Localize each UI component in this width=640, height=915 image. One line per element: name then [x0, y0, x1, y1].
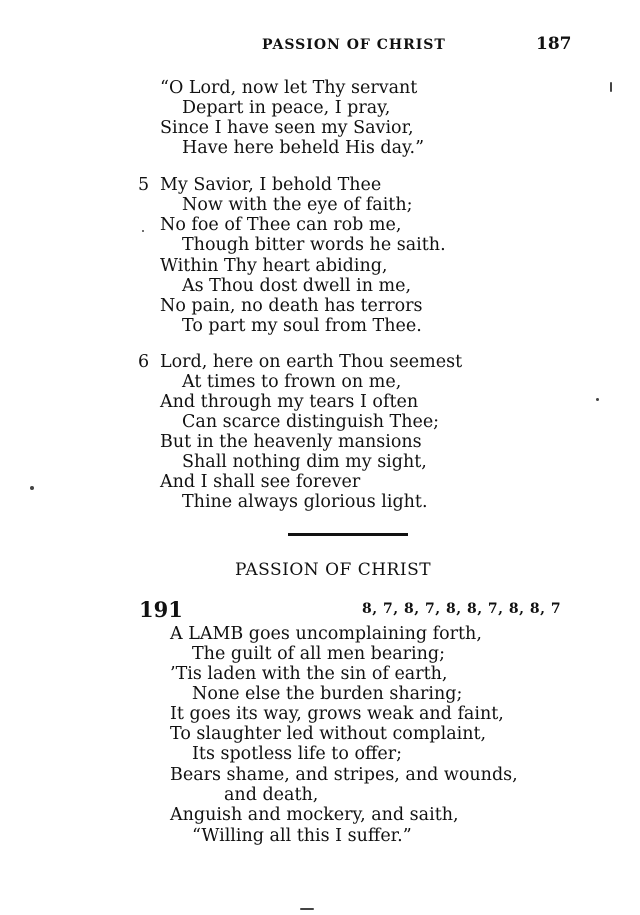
- stanza-line: And I shall see forever: [160, 472, 361, 492]
- stanza-line: No foe of Thee can rob me,: [160, 215, 402, 235]
- scan-speck: [142, 230, 144, 232]
- hymn-line: It goes its way, grows weak and faint,: [170, 704, 504, 724]
- section-divider: [288, 533, 408, 536]
- verse-number: 6: [138, 352, 150, 372]
- stanza-line: To part my soul from Thee.: [182, 316, 422, 336]
- scan-speck: [300, 908, 314, 910]
- stanza-line: My Savior, I behold Thee: [160, 175, 382, 195]
- section-title: PASSION OF CHRIST: [235, 560, 432, 580]
- stanza-line: Lord, here on earth Thou seemest: [160, 352, 463, 372]
- hymn-meter: 8, 7, 8, 7, 8, 8, 7, 8, 8, 7: [362, 601, 562, 617]
- verse-number: 5: [138, 175, 150, 195]
- hymn-line: None else the burden sharing;: [192, 684, 463, 704]
- hymn-number: 191: [139, 597, 183, 622]
- scan-speck: [30, 486, 34, 490]
- hymn-line: Anguish and mockery, and saith,: [170, 805, 459, 825]
- stanza-line: And through my tears I often: [160, 392, 419, 412]
- hymn-line: To slaughter led without complaint,: [170, 724, 487, 744]
- stanza-line: No pain, no death has terrors: [160, 296, 423, 316]
- running-header: PASSION OF CHRIST: [262, 37, 446, 53]
- stanza-line: Now with the eye of faith;: [182, 195, 413, 215]
- hymn-line: “Willing all this I suffer.”: [192, 826, 412, 846]
- stanza-line: Have here beheld His day.”: [182, 138, 425, 158]
- stanza-line: As Thou dost dwell in me,: [182, 276, 412, 296]
- stanza-line: Thine always glorious light.: [182, 492, 428, 512]
- stanza-line: Though bitter words he saith.: [182, 235, 446, 255]
- hymn-line: Bears shame, and stripes, and wounds,: [170, 765, 518, 785]
- stanza-line: Can scarce distinguish Thee;: [182, 412, 440, 432]
- stanza-line: Within Thy heart abiding,: [160, 256, 388, 276]
- scan-speck: [610, 82, 612, 92]
- stanza-line: But in the heavenly mansions: [160, 432, 422, 452]
- page-number: 187: [536, 34, 572, 54]
- hymn-line: The guilt of all men bearing;: [192, 644, 445, 664]
- stanza-line: Shall nothing dim my sight,: [182, 452, 427, 472]
- stanza-line: “O Lord, now let Thy servant: [160, 78, 418, 98]
- scan-speck: [596, 398, 599, 401]
- stanza-line: Since I have seen my Savior,: [160, 118, 414, 138]
- hymn-line: ’Tis laden with the sin of earth,: [170, 664, 448, 684]
- hymn-line: Its spotless life to offer;: [192, 744, 403, 764]
- stanza-line: Depart in peace, I pray,: [182, 98, 391, 118]
- hymn-line: A LAMB goes uncomplaining forth,: [170, 624, 482, 644]
- stanza-line: At times to frown on me,: [182, 372, 402, 392]
- hymn-line: and death,: [224, 785, 319, 805]
